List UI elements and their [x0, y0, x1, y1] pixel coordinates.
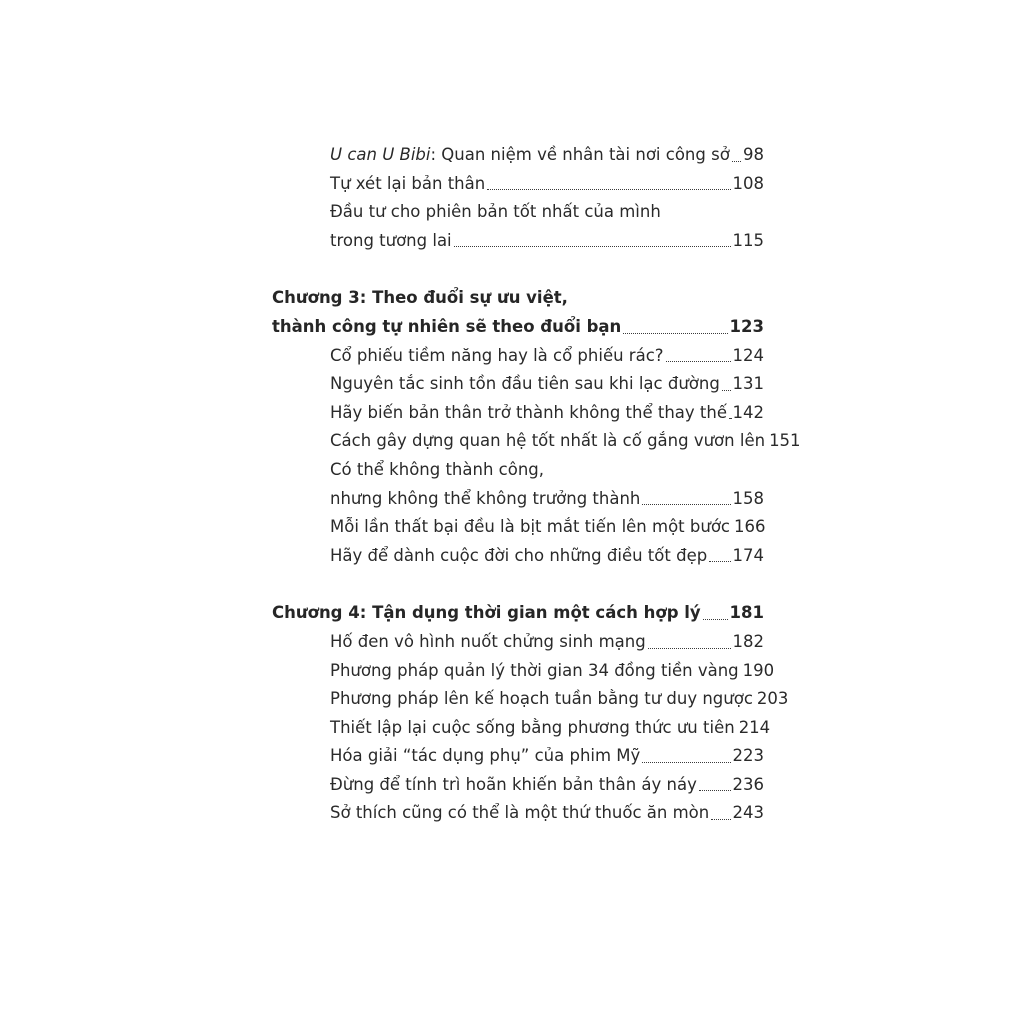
chapter-title: Chương 4: Tận dụng thời gian một cách hợp lý [272, 603, 701, 623]
chapter-heading [272, 599, 764, 628]
toc-entry [272, 427, 801, 456]
toc-entry-title: Hố đen vô hình nuốt chửng sinh mạng [330, 631, 646, 651]
toc-entry-title: Thiết lập lại cuộc sống bằng phương thức ưu tiên [330, 717, 735, 737]
toc-page-number: 124 [732, 345, 764, 365]
toc-entry-title: Nguyên tắc sinh tồn đầu tiên sau khi lạc đường [330, 374, 720, 394]
dot-leader [729, 417, 731, 419]
toc-page-number: 108 [732, 173, 764, 193]
toc-entry-first-line [272, 456, 764, 485]
toc-page-number: 98 [743, 145, 764, 164]
toc-entry [272, 227, 764, 256]
toc-page-number: 243 [732, 803, 764, 823]
chapter-heading-first-line [272, 284, 764, 313]
toc-page-number: 214 [738, 717, 771, 737]
toc-entry [272, 399, 764, 428]
toc-entry [272, 657, 775, 686]
dot-leader [666, 360, 731, 362]
toc-page-number: 166 [734, 517, 766, 537]
toc-page-number: 115 [732, 230, 764, 250]
toc-entry-title: Đầu tư cho phiên bản tốt nhất của mình [330, 202, 661, 222]
table-of-contents [272, 141, 801, 828]
toc-entry [272, 714, 771, 743]
dot-leader [623, 332, 727, 334]
toc-page-number: 236 [732, 774, 764, 794]
dot-leader [642, 761, 730, 763]
toc-entry-first-line [272, 198, 764, 227]
toc-entry-title: Hãy biến bản thân trở thành không thể thay thế [330, 402, 727, 422]
toc-entry [272, 485, 764, 514]
toc-entry-title: Cách gây dựng quan hệ tốt nhất là cố gắng vươn lên [330, 431, 766, 451]
toc-entry-title: Hãy để dành cuộc đời cho những điều tốt đẹp [330, 545, 708, 565]
dot-leader [732, 160, 741, 162]
toc-entry-title: Cổ phiếu tiềm năng hay là cổ phiếu rác? [330, 345, 664, 365]
toc-entry [272, 170, 764, 199]
toc-entry [272, 141, 764, 170]
chapter-title: Chương 3: Theo đuổi sự ưu việt, [272, 288, 568, 308]
toc-page-number: 131 [732, 374, 764, 394]
toc-page-number: 151 [769, 431, 801, 451]
toc-entry-title: Phương pháp lên kế hoạch tuần bằng tư duy ngược [330, 689, 753, 709]
toc-entry [272, 542, 764, 571]
dot-leader [642, 503, 730, 505]
toc-entry-title: Tự xét lại bản thân [330, 173, 486, 193]
dot-leader [648, 647, 731, 649]
toc-entry-title-continued: trong tương lai [330, 230, 452, 250]
toc-entry-title: Mỗi lần thất bại đều là bịt mắt tiến lên một bước [330, 517, 730, 537]
toc-entry [272, 799, 764, 828]
toc-entry [272, 742, 764, 771]
toc-entry-title: Đừng để tính trì hoãn khiến bản thân áy náy [330, 774, 697, 794]
chapter-title-continued: thành công tự nhiên sẽ theo đuổi bạn [272, 316, 622, 336]
toc-entry-title-continued: nhưng không thể không trưởng thành [330, 488, 641, 508]
toc-entry [272, 342, 764, 371]
chapter-page-number: 181 [729, 603, 764, 623]
dot-leader [487, 188, 730, 190]
toc-entry-title: Phương pháp quản lý thời gian 34 đồng tiền vàng [330, 660, 739, 680]
dot-leader [454, 245, 731, 247]
dot-leader [711, 818, 730, 820]
toc-entry [272, 685, 789, 714]
toc-entry [272, 628, 764, 657]
toc-page-number: 174 [732, 545, 764, 565]
toc-entry [272, 513, 764, 542]
toc-entry-title: Có thể không thành công, [330, 459, 545, 479]
toc-entry-title: Sở thích cũng có thể là một thứ thuốc ăn mòn [330, 803, 710, 823]
toc-entry-title: U can U Bibi: Quan niệm về nhân tài nơi công sở [330, 145, 730, 164]
toc-page-number: 190 [742, 660, 775, 680]
dot-leader [709, 560, 730, 562]
toc-page-number: 223 [732, 746, 764, 766]
toc-page-number: 142 [732, 402, 764, 422]
toc-entry-title: Hóa giải “tác dụng phụ” của phim Mỹ [330, 746, 641, 766]
toc-page-number: 203 [756, 689, 789, 709]
dot-leader [699, 789, 731, 791]
dot-leader [722, 389, 731, 391]
toc-entry [272, 771, 764, 800]
chapter-page-number: 123 [729, 316, 764, 336]
dot-leader [703, 618, 728, 620]
toc-page-number: 158 [732, 488, 764, 508]
toc-entry [272, 370, 764, 399]
toc-page-number: 182 [732, 631, 764, 651]
chapter-heading [272, 313, 764, 342]
